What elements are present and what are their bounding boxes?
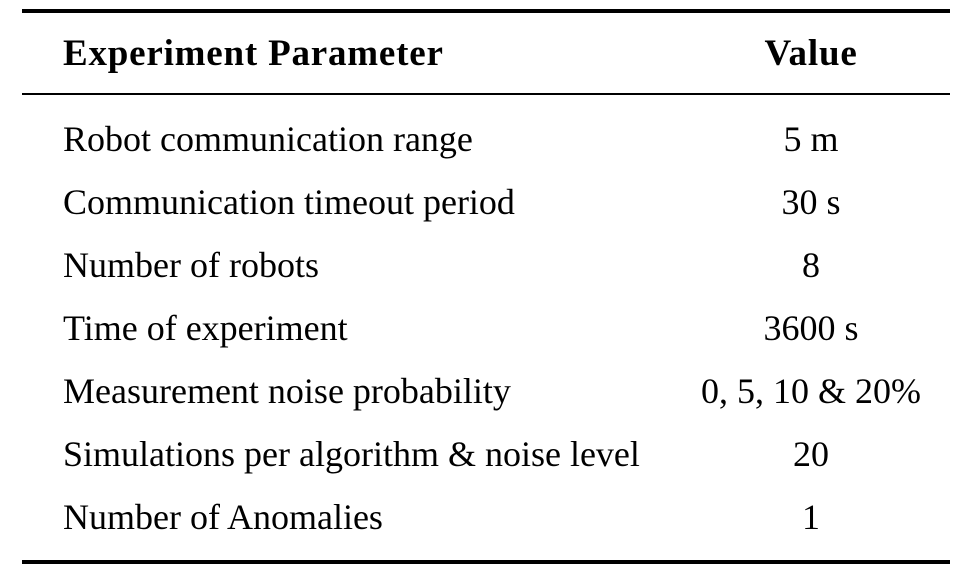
table-row	[22, 296, 950, 359]
value-cell: 30 s	[781, 181, 841, 222]
parameter-cell: Number of robots	[63, 244, 319, 285]
parameter-cell: Robot communication range	[63, 118, 473, 159]
value-cell: 5 m	[783, 118, 839, 159]
value-cell: 8	[802, 244, 820, 285]
table-body	[22, 95, 950, 560]
table-row	[22, 107, 950, 170]
experiment-parameters-table	[22, 9, 950, 564]
parameter-cell: Simulations per algorithm & noise level	[63, 433, 640, 474]
parameter-cell: Communication timeout period	[63, 181, 515, 222]
parameter-cell: Measurement noise probability	[63, 370, 511, 411]
parameter-cell: Time of experiment	[63, 307, 348, 348]
parameter-cell: Number of Anomalies	[63, 496, 383, 537]
table-row	[22, 233, 950, 296]
table-row	[22, 422, 950, 485]
table-row	[22, 170, 950, 233]
value-cell: 1	[802, 496, 820, 537]
table-row	[22, 485, 950, 548]
value-cell: 3600 s	[763, 307, 859, 348]
value-cell: 20	[793, 433, 829, 474]
table-row	[22, 359, 950, 422]
column-header-value: Value	[764, 32, 858, 74]
column-header-parameter: Experiment Parameter	[63, 32, 444, 74]
value-cell: 0, 5, 10 & 20%	[701, 370, 921, 411]
table-header-row	[22, 13, 950, 95]
